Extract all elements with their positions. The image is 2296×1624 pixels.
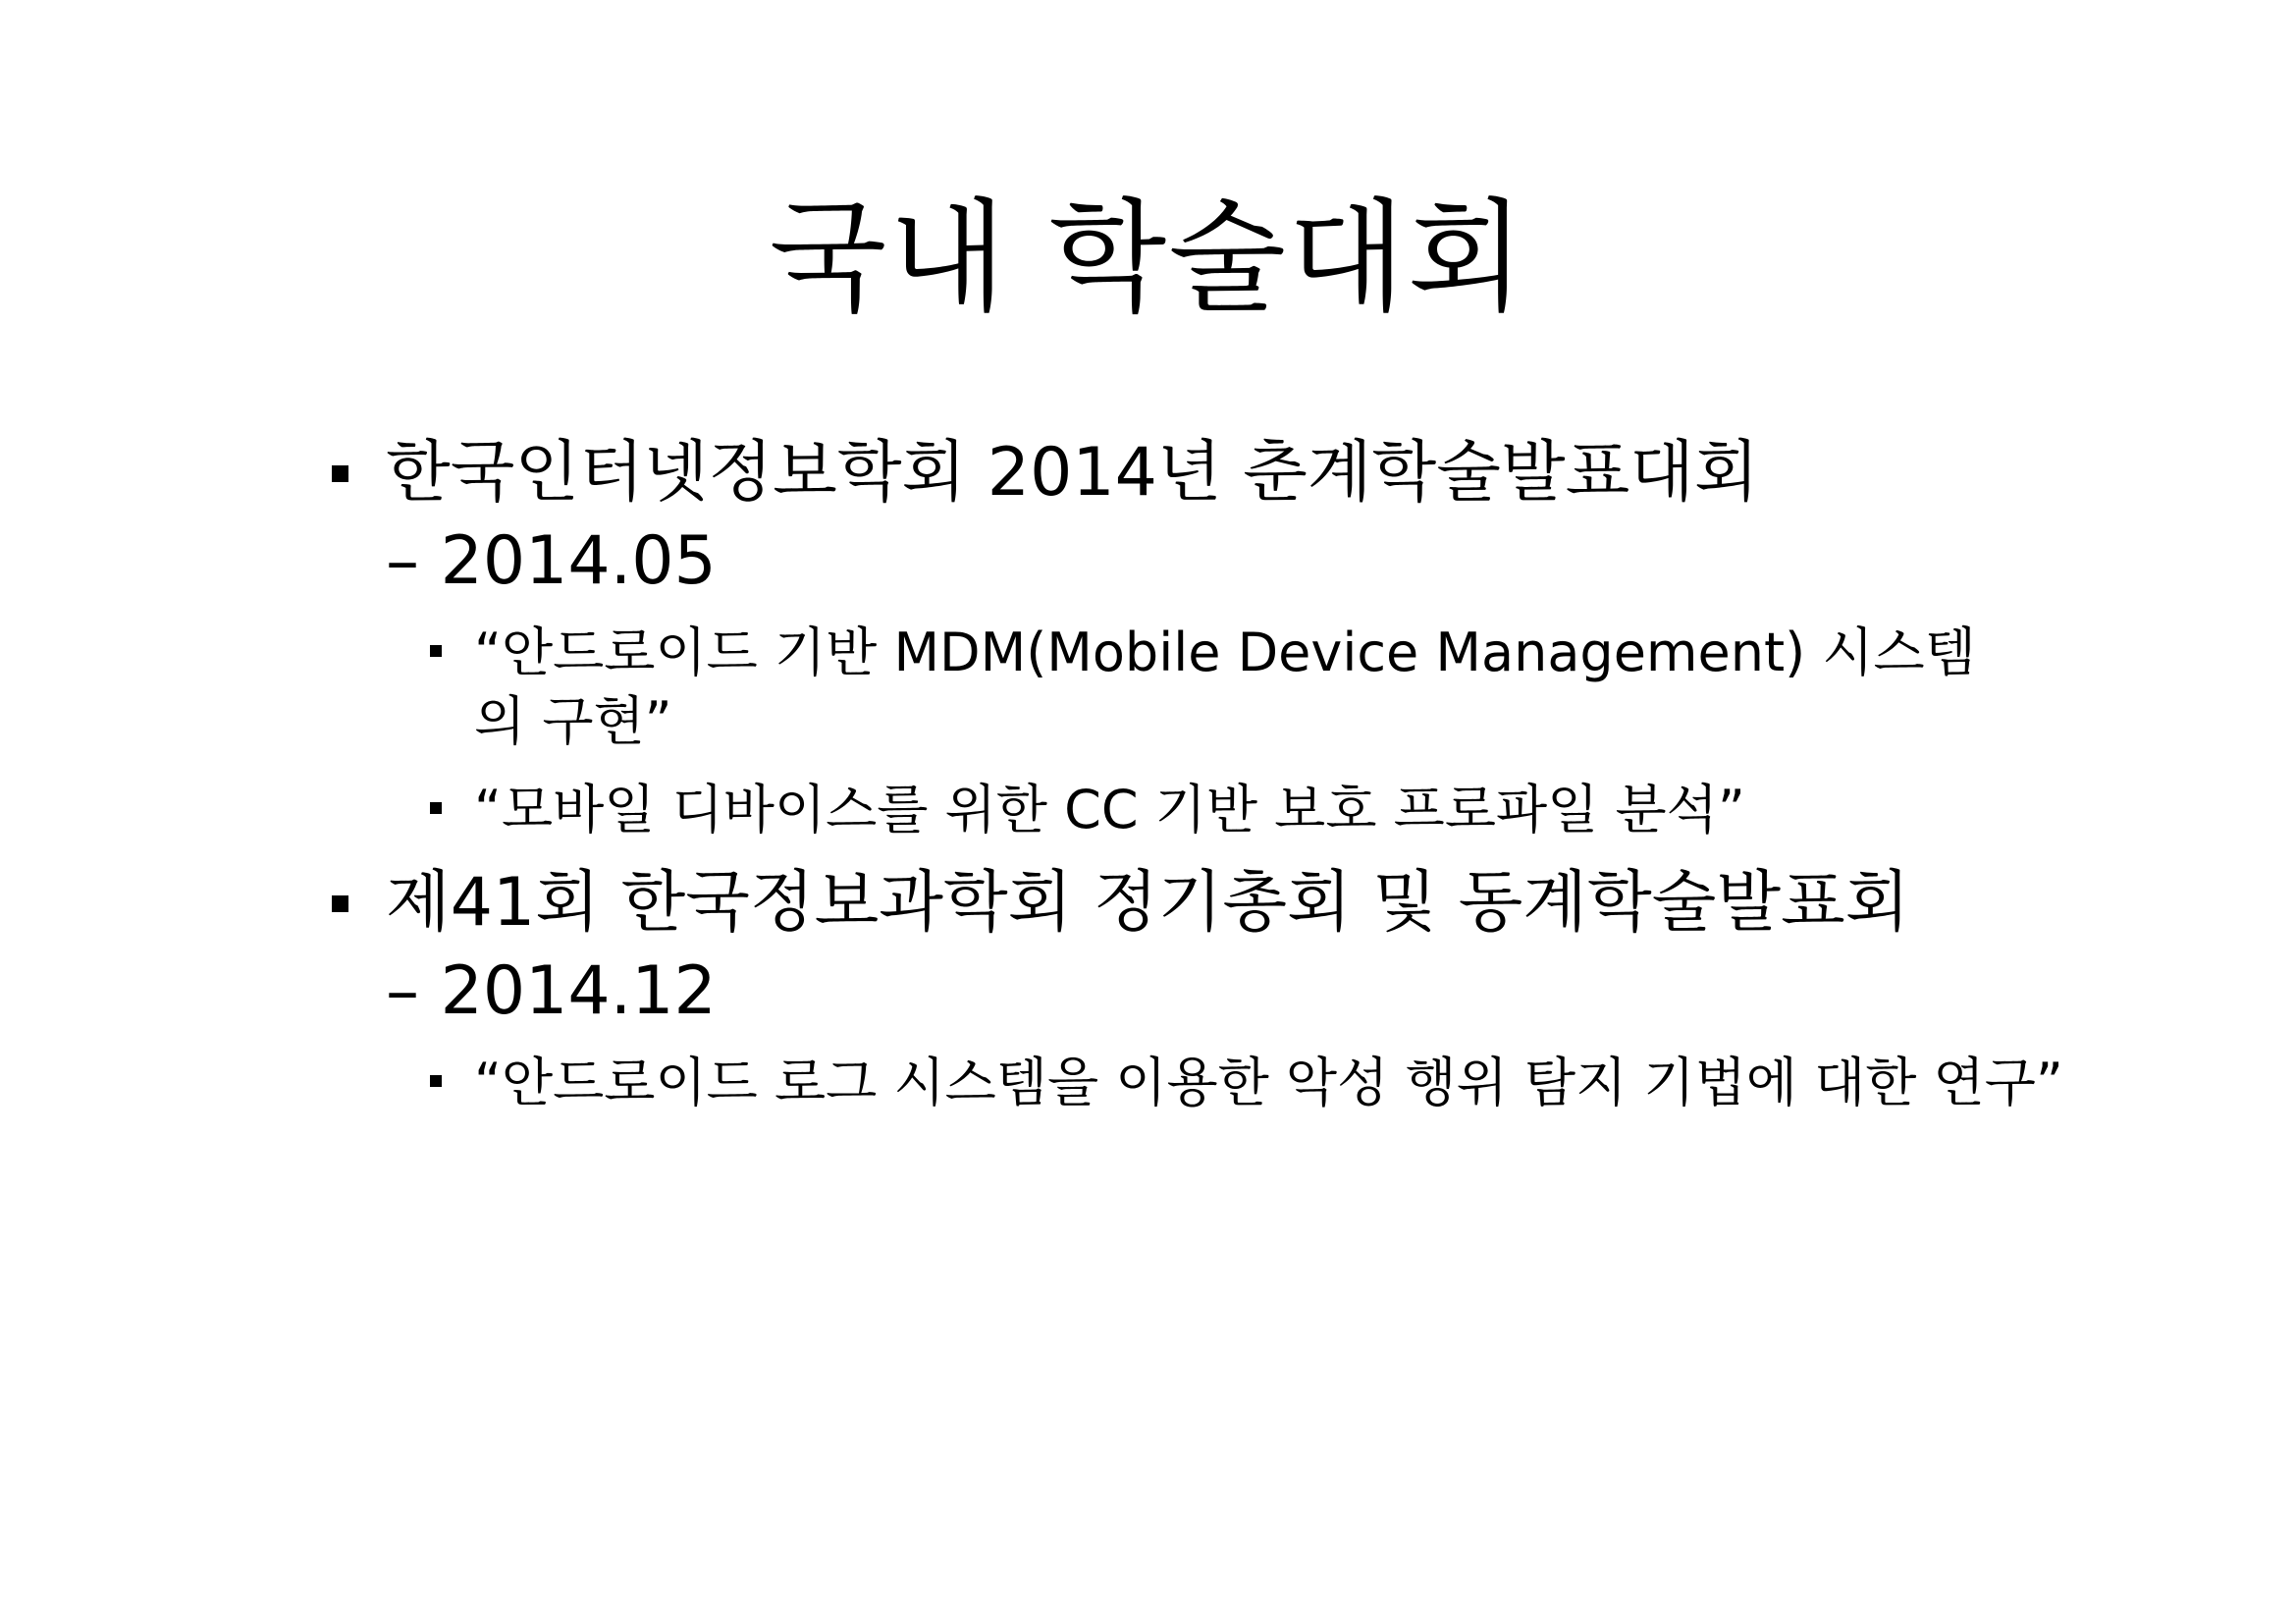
bullet-icon xyxy=(430,802,442,814)
bullet-icon xyxy=(430,645,442,657)
conference-date: – 2014.05 xyxy=(386,522,717,600)
slide-title: 국내 학술대회 xyxy=(769,188,1527,329)
paper-title: “모바일 디바이스를 위한 CC 기반 보호 프로파일 분석” xyxy=(474,779,1745,840)
bullet-icon xyxy=(430,1075,442,1087)
paper-title: “안드로이드 기반 MDM(Mobile Device Management) 시스템 xyxy=(474,622,1976,683)
conference-name: 제41회 한국정보과학회 정기총회 및 동계학술발표회 xyxy=(386,864,1910,942)
conference-name: 한국인터넷정보학회 2014년 춘계학술발표대회 xyxy=(386,434,1759,512)
bullet-icon xyxy=(332,895,348,912)
paper-title: “안드로이드 로그 시스템을 이용한 악성 행위 탐지 기법에 대한 연구” xyxy=(474,1052,2063,1113)
paper-title-continued: 의 구현” xyxy=(474,690,672,752)
bullet-icon xyxy=(332,465,348,482)
conference-date: – 2014.12 xyxy=(386,952,717,1030)
